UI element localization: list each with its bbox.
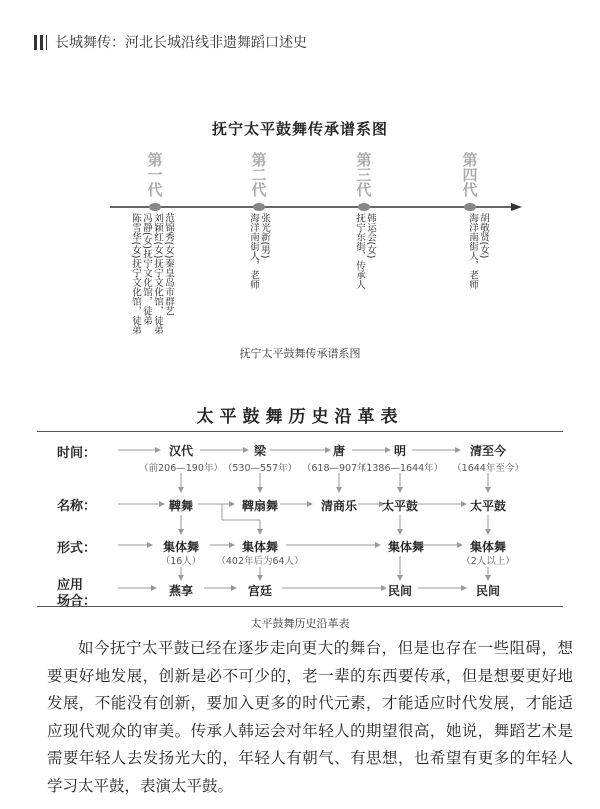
member-text: 抚宁东街，传承人 [354,213,365,289]
lineage-diagram-title: 抚宁太平鼓舞传承谱系图 [211,120,388,138]
time-years-tang: （618—907年） [301,463,377,474]
member-text: 范锦秀(女)秦皇岛市群艺 [163,213,174,316]
history-table-caption: 太平鼓舞历史沿革表 [250,617,350,630]
generation-label-3: 第三代 [356,151,372,199]
member-text: 韩运会(女) [365,213,376,259]
time-node-qing: 清至今 [469,444,506,458]
name-node-5: 太平鼓 [469,499,506,513]
row-label-venue-2: 场合： [57,594,97,609]
venue-node-1: 燕享 [168,584,193,598]
form-node-1: 集体舞 [162,540,199,554]
row-label-name: 名称： [57,499,97,514]
generation-label-4: 第四代 [462,151,478,199]
venue-node-3: 民间 [387,584,412,598]
form-node-2: 集体舞 [241,540,278,554]
member-text: 海洋南街人，老师 [467,213,478,289]
member-text: 陈雪华(女)抚宁文化馆，徒弟 [130,213,141,335]
form-note-4: （2人以上） [461,556,515,567]
member-text: 张光新(男) [259,213,270,259]
member-text: 冯静(女)抚宁文化馆，徒弟 [141,213,152,325]
time-years-ming: （1386—1644年） [356,463,444,474]
name-node-2: 鞞扇舞 [241,499,278,513]
form-note-2: （402年后为64人） [216,556,304,567]
name-node-3: 清商乐 [320,499,357,513]
generation-label-1: 第一代 [147,151,163,199]
row-label-time: 时间： [57,446,97,461]
venue-node-2: 宫廷 [247,584,272,598]
form-note-1: （16人） [160,556,202,567]
body-paragraph: 如今抚宁太平鼓已经在逐步走向更大的舞台，但是也存在一些阻碍，想要更好地发展，创新是必不可少的，老一辈的东西要传承，但是想要更好地发展，不能没有创新，要加入更多的时代元素，才能适应时代发展，才能适应现代观众的审美。传承人韩运会对年轻人的期望很高，她说，舞蹈艺术是需要年轻人去发扬光大的，年轻人有朝气、有思想，也希望有更多的年轻人学习太平鼓，表演太平鼓。 [47,639,573,795]
time-years-han: （前206—190年） [139,463,223,474]
name-node-1: 鞞舞 [168,499,193,513]
member-text: 刘颖红(女)抚宁文化馆，徒弟 [152,213,163,335]
time-node-ming: 明 [393,444,406,458]
row-label-form: 形式： [57,541,97,556]
time-node-tang: 唐 [332,444,345,458]
time-years-qing: （1644年至今） [452,463,524,474]
row-label-venue-1: 应用 [57,578,84,593]
name-node-4: 太平鼓 [381,499,418,513]
lineage-diagram-caption: 抚宁太平鼓舞传承谱系图 [239,347,361,360]
generation-label-2: 第二代 [251,151,267,199]
form-node-3: 集体舞 [387,540,424,554]
form-node-4: 集体舞 [469,540,506,554]
time-node-han: 汉代 [168,444,193,458]
member-text: 胡敬贤(女) [478,213,489,259]
venue-node-4: 民间 [475,584,500,598]
header-title: 长城舞传：河北长城沿线非遗舞蹈口述史 [55,35,307,51]
member-text: 海洋南街人，老师 [248,213,259,289]
time-years-liang: （530—557年） [222,463,298,474]
history-table-title: 太平鼓舞历史沿革表 [196,407,404,427]
time-node-liang: 梁 [253,444,266,458]
